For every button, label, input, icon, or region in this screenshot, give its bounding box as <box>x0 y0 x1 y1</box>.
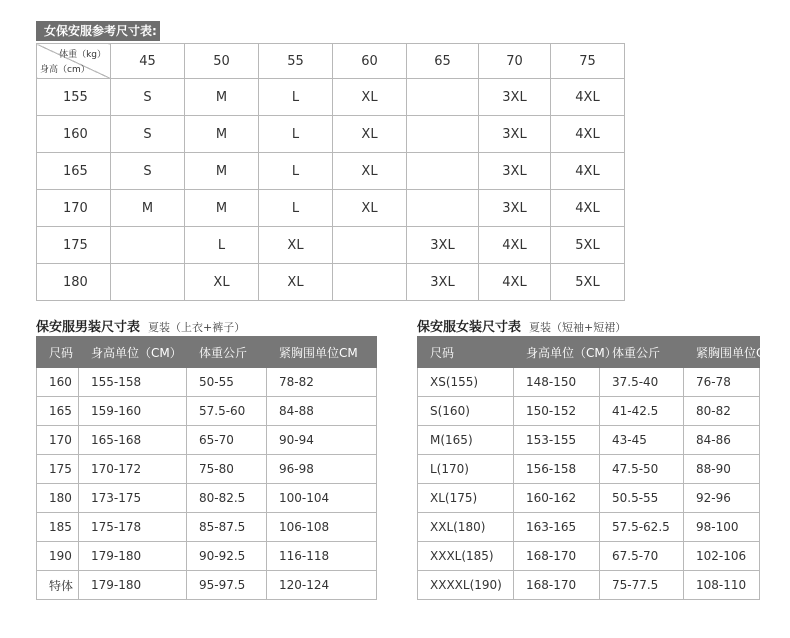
size-cell: XL <box>333 190 407 227</box>
table-row <box>418 542 760 571</box>
table-row <box>37 426 377 455</box>
top-header-row <box>37 44 625 79</box>
height-cell: 165 <box>37 153 111 190</box>
table-cell: 175 <box>37 455 79 484</box>
table-row <box>418 571 760 600</box>
size-cell: 3XL <box>479 153 551 190</box>
women-table-heading <box>417 316 626 335</box>
size-cell: L <box>259 79 333 116</box>
table-cell: 65-70 <box>187 426 267 455</box>
table-cell: 173-175 <box>79 484 187 513</box>
table-row <box>37 190 625 227</box>
table-row <box>37 153 625 190</box>
size-cell: M <box>185 153 259 190</box>
table-row <box>418 368 760 397</box>
table-row <box>418 426 760 455</box>
corner-cell <box>37 44 111 79</box>
weight-header-cell: 70 <box>479 44 551 79</box>
table-cell: M(165) <box>418 426 514 455</box>
men-table-title: 保安服男装尺寸表 <box>36 320 141 335</box>
height-cell: 180 <box>37 264 111 301</box>
column-header: 紧胸围单位CM <box>684 337 760 368</box>
column-header: 尺码 <box>418 337 514 368</box>
table-cell: 185 <box>37 513 79 542</box>
table-cell: 57.5-60 <box>187 397 267 426</box>
header-row <box>418 337 760 368</box>
women-size-table <box>417 336 775 600</box>
size-cell <box>407 190 479 227</box>
table-cell: 179-180 <box>79 571 187 600</box>
table-row <box>37 264 625 301</box>
size-cell: M <box>111 190 185 227</box>
size-cell: S <box>111 79 185 116</box>
table-cell: 84-86 <box>684 426 760 455</box>
table-cell: 160 <box>37 368 79 397</box>
column-header: 身高单位（CM） <box>514 337 600 368</box>
table-cell: 80-82 <box>684 397 760 426</box>
table-cell: 156-158 <box>514 455 600 484</box>
table-cell: 165-168 <box>79 426 187 455</box>
size-cell: 5XL <box>551 264 625 301</box>
size-cell: 4XL <box>479 264 551 301</box>
table-row <box>37 571 377 600</box>
table-row <box>37 542 377 571</box>
size-cell <box>407 79 479 116</box>
height-cell: 155 <box>37 79 111 116</box>
size-cell <box>333 264 407 301</box>
table-cell: 148-150 <box>514 368 600 397</box>
size-cell: 3XL <box>479 116 551 153</box>
table-row <box>37 484 377 513</box>
size-cell: XL <box>259 264 333 301</box>
weight-header-cell: 50 <box>185 44 259 79</box>
size-cell: 3XL <box>479 190 551 227</box>
size-cell <box>333 227 407 264</box>
table-cell: 92-96 <box>684 484 760 513</box>
table-row <box>418 397 760 426</box>
table-cell: 98-100 <box>684 513 760 542</box>
table-cell: 78-82 <box>267 368 377 397</box>
table-cell: 85-87.5 <box>187 513 267 542</box>
column-header: 身高单位（CM） <box>79 337 187 368</box>
table-cell: XL(175) <box>418 484 514 513</box>
table-row <box>37 455 377 484</box>
men-table-subtitle: 夏装（上衣+裤子） <box>148 321 246 334</box>
table-cell: 108-110 <box>684 571 760 600</box>
table-cell: 80-82.5 <box>187 484 267 513</box>
size-cell <box>407 153 479 190</box>
table-row <box>37 368 377 397</box>
table-cell: 50.5-55 <box>600 484 684 513</box>
size-cell <box>111 264 185 301</box>
table-cell: 153-155 <box>514 426 600 455</box>
table-cell: 170-172 <box>79 455 187 484</box>
size-cell: 3XL <box>479 79 551 116</box>
table-cell: 163-165 <box>514 513 600 542</box>
table-row <box>37 116 625 153</box>
table-cell: 43-45 <box>600 426 684 455</box>
size-cell: L <box>259 190 333 227</box>
table-cell: 102-106 <box>684 542 760 571</box>
size-cell: 4XL <box>551 190 625 227</box>
table-cell: 179-180 <box>79 542 187 571</box>
size-cell: L <box>259 116 333 153</box>
women-table-title: 保安服女装尺寸表 <box>417 320 522 335</box>
table-cell: 168-170 <box>514 571 600 600</box>
table-cell: 175-178 <box>79 513 187 542</box>
table-cell: 84-88 <box>267 397 377 426</box>
table-cell: 159-160 <box>79 397 187 426</box>
table-cell: XXXL(185) <box>418 542 514 571</box>
table-cell: 75-80 <box>187 455 267 484</box>
weight-header-cell: 45 <box>111 44 185 79</box>
weight-header-cell: 75 <box>551 44 625 79</box>
size-cell: M <box>185 79 259 116</box>
size-cell: S <box>111 116 185 153</box>
table-cell: 47.5-50 <box>600 455 684 484</box>
table-cell: XXXXL(190) <box>418 571 514 600</box>
table-row <box>418 513 760 542</box>
size-cell: 4XL <box>479 227 551 264</box>
size-cell: S <box>111 153 185 190</box>
men-size-table <box>36 336 377 600</box>
table-cell: 41-42.5 <box>600 397 684 426</box>
size-cell: 4XL <box>551 116 625 153</box>
height-cell: 160 <box>37 116 111 153</box>
table-cell: L(170) <box>418 455 514 484</box>
table-cell: 106-108 <box>267 513 377 542</box>
table-cell: 90-92.5 <box>187 542 267 571</box>
weight-header-cell: 55 <box>259 44 333 79</box>
table-cell: 160-162 <box>514 484 600 513</box>
column-header: 体重公斤 <box>600 337 684 368</box>
table-cell: XXL(180) <box>418 513 514 542</box>
size-cell: 4XL <box>551 79 625 116</box>
height-cell: 170 <box>37 190 111 227</box>
table-cell: S(160) <box>418 397 514 426</box>
top-table-title: 女保安服参考尺寸表: <box>36 21 160 41</box>
table-cell: 75-77.5 <box>600 571 684 600</box>
column-header: 紧胸围单位CM <box>267 337 377 368</box>
size-cell: L <box>259 153 333 190</box>
table-cell: XS(155) <box>418 368 514 397</box>
table-row <box>37 397 377 426</box>
size-cell <box>407 116 479 153</box>
weight-header-cell: 65 <box>407 44 479 79</box>
table-cell: 180 <box>37 484 79 513</box>
table-row <box>37 513 377 542</box>
table-cell: 165 <box>37 397 79 426</box>
men-table-heading <box>36 316 245 335</box>
table-cell: 50-55 <box>187 368 267 397</box>
size-cell: M <box>185 116 259 153</box>
table-cell: 90-94 <box>267 426 377 455</box>
table-row <box>37 79 625 116</box>
table-cell: 76-78 <box>684 368 760 397</box>
corner-height-label: 身高（cm） <box>40 65 90 75</box>
table-cell: 155-158 <box>79 368 187 397</box>
table-row <box>418 455 760 484</box>
size-cell: 3XL <box>407 227 479 264</box>
size-cell <box>111 227 185 264</box>
column-header: 尺码 <box>37 337 79 368</box>
size-cell: XL <box>333 153 407 190</box>
size-cell: 3XL <box>407 264 479 301</box>
table-cell: 特体 <box>37 571 79 600</box>
table-cell: 37.5-40 <box>600 368 684 397</box>
height-cell: 175 <box>37 227 111 264</box>
women-reference-size-table <box>36 43 625 301</box>
table-cell: 96-98 <box>267 455 377 484</box>
size-cell: XL <box>333 116 407 153</box>
table-row <box>37 227 625 264</box>
size-cell: XL <box>259 227 333 264</box>
women-table-subtitle: 夏装（短袖+短裙） <box>529 321 627 334</box>
table-cell: 88-90 <box>684 455 760 484</box>
weight-header-cell: 60 <box>333 44 407 79</box>
size-cell: XL <box>185 264 259 301</box>
size-cell: M <box>185 190 259 227</box>
table-cell: 67.5-70 <box>600 542 684 571</box>
table-cell: 190 <box>37 542 79 571</box>
header-row <box>37 337 377 368</box>
table-cell: 116-118 <box>267 542 377 571</box>
size-cell: XL <box>333 79 407 116</box>
table-cell: 168-170 <box>514 542 600 571</box>
size-cell: 4XL <box>551 153 625 190</box>
column-header: 体重公斤 <box>187 337 267 368</box>
table-cell: 170 <box>37 426 79 455</box>
table-cell: 120-124 <box>267 571 377 600</box>
size-cell: 5XL <box>551 227 625 264</box>
size-cell: L <box>185 227 259 264</box>
table-cell: 100-104 <box>267 484 377 513</box>
corner-weight-label: 体重（kg） <box>59 50 106 60</box>
table-row <box>418 484 760 513</box>
table-cell: 95-97.5 <box>187 571 267 600</box>
table-cell: 57.5-62.5 <box>600 513 684 542</box>
table-cell: 150-152 <box>514 397 600 426</box>
